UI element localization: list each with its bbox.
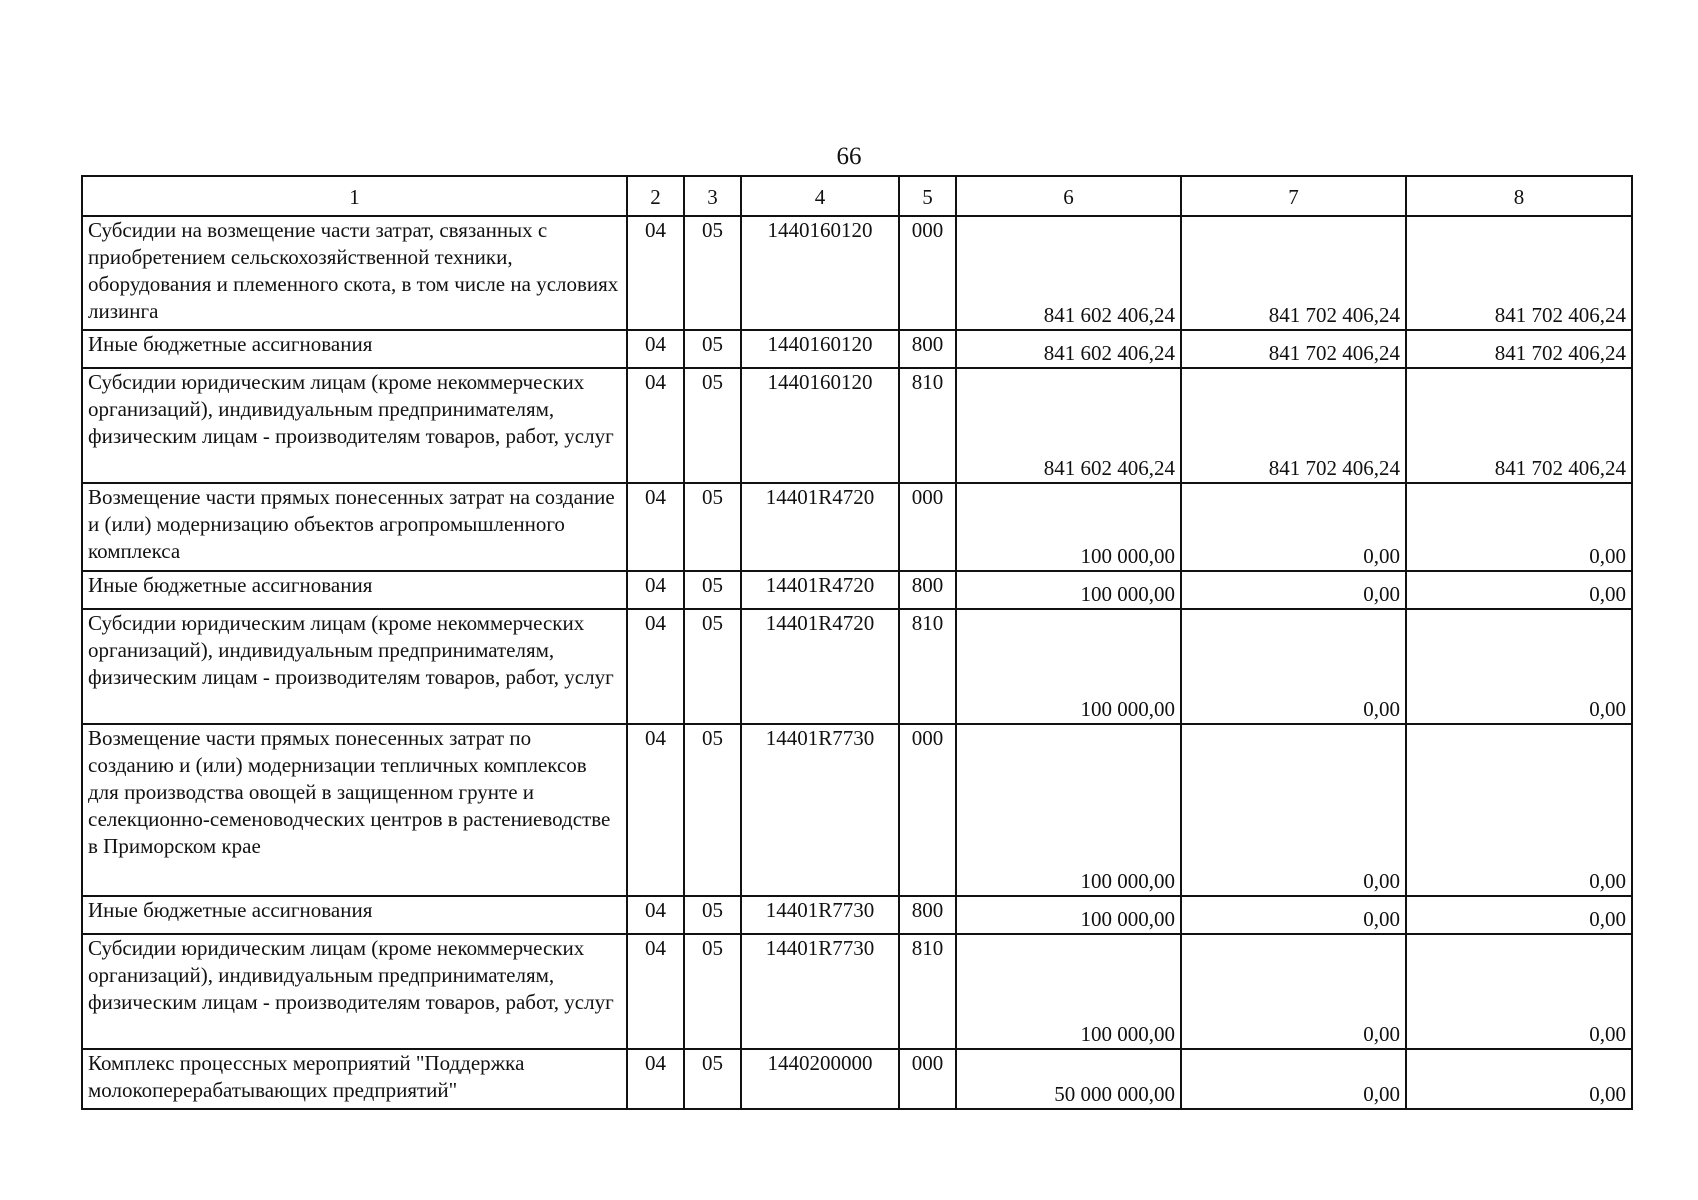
amount-col7: 0,00 xyxy=(1181,1049,1406,1109)
subsection-code: 05 xyxy=(684,724,741,896)
target-article-code: 1440200000 xyxy=(741,1049,899,1109)
amount-col8: 0,00 xyxy=(1406,609,1632,724)
table-row xyxy=(82,483,1632,571)
amount-col7: 0,00 xyxy=(1181,571,1406,609)
amount-col6: 100 000,00 xyxy=(956,934,1181,1049)
header-cell: 3 xyxy=(684,176,741,216)
section-code: 04 xyxy=(627,1049,684,1109)
header-cell: 2 xyxy=(627,176,684,216)
item-name: Субсидии юридическим лицам (кроме некоммерческих организаций), индивидуальным предпринимателям, физическим лицам - производителям товаров, работ, услуг xyxy=(82,609,627,724)
section-code: 04 xyxy=(627,896,684,934)
amount-col8: 0,00 xyxy=(1406,483,1632,571)
section-code: 04 xyxy=(627,609,684,724)
amount-col6: 50 000 000,00 xyxy=(956,1049,1181,1109)
amount-col7: 0,00 xyxy=(1181,724,1406,896)
item-name: Возмещение части прямых понесенных затрат на создание и (или) модернизацию объектов агропромышленного комплекса xyxy=(82,483,627,571)
expense-type-code: 000 xyxy=(899,483,956,571)
section-code: 04 xyxy=(627,483,684,571)
target-article-code: 14401R4720 xyxy=(741,483,899,571)
expense-type-code: 000 xyxy=(899,216,956,330)
item-name: Субсидии юридическим лицам (кроме некоммерческих организаций), индивидуальным предпринимателям, физическим лицам - производителям товаров, работ, услуг xyxy=(82,934,627,1049)
amount-col6: 841 602 406,24 xyxy=(956,368,1181,483)
expense-type-code: 810 xyxy=(899,934,956,1049)
target-article-code: 14401R4720 xyxy=(741,571,899,609)
target-article-code: 14401R4720 xyxy=(741,609,899,724)
section-code: 04 xyxy=(627,368,684,483)
expense-type-code: 810 xyxy=(899,609,956,724)
amount-col8: 841 702 406,24 xyxy=(1406,330,1632,368)
table-row xyxy=(82,330,1632,368)
section-code: 04 xyxy=(627,571,684,609)
amount-col6: 100 000,00 xyxy=(956,896,1181,934)
amount-col8: 0,00 xyxy=(1406,934,1632,1049)
subsection-code: 05 xyxy=(684,1049,741,1109)
item-name: Комплекс процессных мероприятий "Поддержка молокоперерабатывающих предприятий" xyxy=(82,1049,627,1109)
subsection-code: 05 xyxy=(684,330,741,368)
expense-type-code: 800 xyxy=(899,896,956,934)
target-article-code: 1440160120 xyxy=(741,330,899,368)
table-row xyxy=(82,934,1632,1049)
amount-col8: 841 702 406,24 xyxy=(1406,216,1632,330)
amount-col6: 100 000,00 xyxy=(956,609,1181,724)
table-row xyxy=(82,609,1632,724)
section-code: 04 xyxy=(627,934,684,1049)
header-cell: 8 xyxy=(1406,176,1632,216)
amount-col8: 0,00 xyxy=(1406,1049,1632,1109)
subsection-code: 05 xyxy=(684,896,741,934)
header-cell: 1 xyxy=(82,176,627,216)
amount-col7: 841 702 406,24 xyxy=(1181,368,1406,483)
amount-col8: 0,00 xyxy=(1406,896,1632,934)
table-row xyxy=(82,1049,1632,1109)
subsection-code: 05 xyxy=(684,483,741,571)
subsection-code: 05 xyxy=(684,934,741,1049)
amount-col7: 841 702 406,24 xyxy=(1181,216,1406,330)
header-cell: 6 xyxy=(956,176,1181,216)
target-article-code: 1440160120 xyxy=(741,368,899,483)
header-cell: 5 xyxy=(899,176,956,216)
target-article-code: 14401R7730 xyxy=(741,724,899,896)
subsection-code: 05 xyxy=(684,368,741,483)
target-article-code: 14401R7730 xyxy=(741,934,899,1049)
amount-col8: 0,00 xyxy=(1406,571,1632,609)
header-cell: 4 xyxy=(741,176,899,216)
subsection-code: 05 xyxy=(684,216,741,330)
amount-col7: 0,00 xyxy=(1181,609,1406,724)
table-row xyxy=(82,724,1632,896)
table-row xyxy=(82,368,1632,483)
expense-type-code: 800 xyxy=(899,571,956,609)
header-row xyxy=(82,176,1632,216)
expense-type-code: 000 xyxy=(899,1049,956,1109)
target-article-code: 1440160120 xyxy=(741,216,899,330)
amount-col6: 841 602 406,24 xyxy=(956,216,1181,330)
amount-col8: 841 702 406,24 xyxy=(1406,368,1632,483)
item-name: Возмещение части прямых понесенных затрат по созданию и (или) модернизации тепличных комплексов для производства овощей в защищенном грунте и селекционно-семеноводческих центров в растениеводстве в Приморском крае xyxy=(82,724,627,896)
item-name: Иные бюджетные ассигнования xyxy=(82,571,627,609)
section-code: 04 xyxy=(627,724,684,896)
amount-col8: 0,00 xyxy=(1406,724,1632,896)
expense-type-code: 800 xyxy=(899,330,956,368)
amount-col7: 0,00 xyxy=(1181,483,1406,571)
amount-col6: 100 000,00 xyxy=(956,483,1181,571)
amount-col6: 841 602 406,24 xyxy=(956,330,1181,368)
target-article-code: 14401R7730 xyxy=(741,896,899,934)
header-cell: 7 xyxy=(1181,176,1406,216)
amount-col7: 0,00 xyxy=(1181,934,1406,1049)
budget-table xyxy=(81,175,1633,1110)
table-row xyxy=(82,571,1632,609)
subsection-code: 05 xyxy=(684,609,741,724)
table-row xyxy=(82,896,1632,934)
item-name: Субсидии юридическим лицам (кроме некоммерческих организаций), индивидуальным предпринимателям, физическим лицам - производителям товаров, работ, услуг xyxy=(82,368,627,483)
table-row xyxy=(82,216,1632,330)
amount-col7: 841 702 406,24 xyxy=(1181,330,1406,368)
item-name: Иные бюджетные ассигнования xyxy=(82,330,627,368)
amount-col6: 100 000,00 xyxy=(956,724,1181,896)
amount-col6: 100 000,00 xyxy=(956,571,1181,609)
amount-col7: 0,00 xyxy=(1181,896,1406,934)
section-code: 04 xyxy=(627,216,684,330)
item-name: Субсидии на возмещение части затрат, связанных с приобретением сельскохозяйственной техники, оборудования и племенного скота, в том числе на условиях лизинга xyxy=(82,216,627,330)
section-code: 04 xyxy=(627,330,684,368)
item-name: Иные бюджетные ассигнования xyxy=(82,896,627,934)
subsection-code: 05 xyxy=(684,571,741,609)
page-number: 66 xyxy=(836,143,862,170)
expense-type-code: 810 xyxy=(899,368,956,483)
expense-type-code: 000 xyxy=(899,724,956,896)
